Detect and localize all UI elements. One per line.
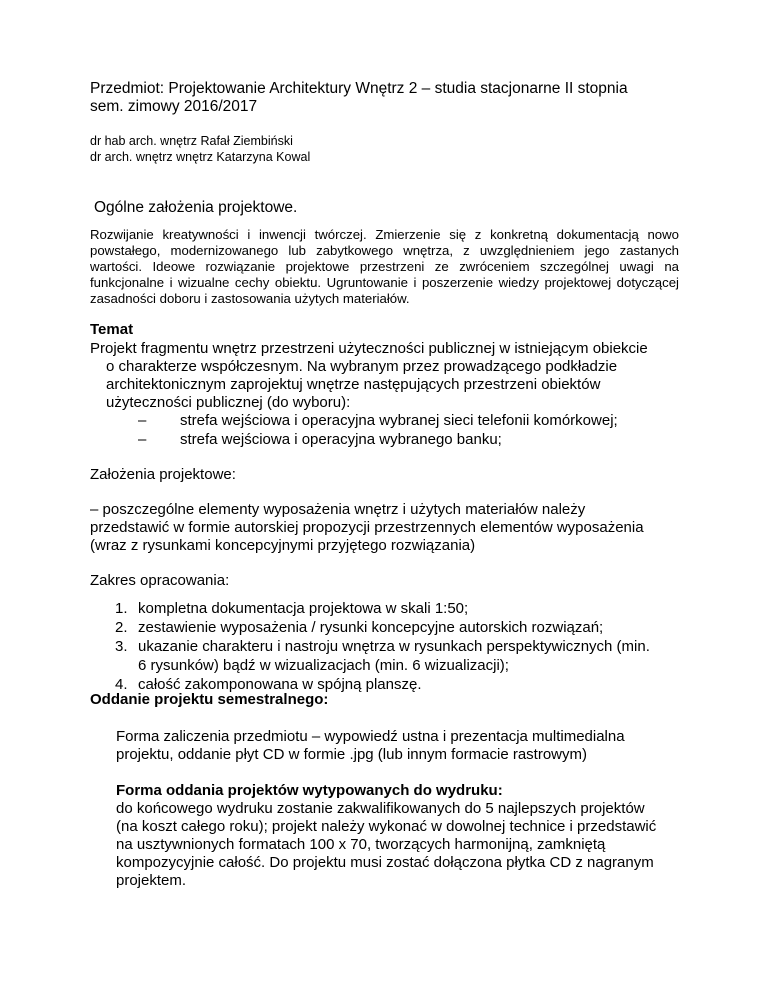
- topic-heading: Temat: [90, 321, 134, 338]
- dash-bullet: –: [138, 412, 147, 429]
- assumptions-line-1: – poszczególne elementy wyposażenia wnętrz i użytych materiałów należy: [90, 501, 586, 518]
- course-title: Przedmiot: Projektowanie Architektury Wnętrz 2 – studia stacjonarne II stopnia: [90, 80, 628, 97]
- teacher-1: dr hab arch. wnętrz Rafał Ziembiński: [90, 134, 293, 148]
- print-form-line-1: do końcowego wydruku zostanie zakwalifikowanych do 5 najlepszych projektów: [116, 800, 645, 817]
- list-item: 4. całość zakomponowana w spójną planszę.: [115, 676, 422, 693]
- semester: sem. zimowy 2016/2017: [90, 98, 258, 115]
- scope-list: [115, 599, 650, 694]
- general-heading: Ogólne założenia projektowe.: [94, 199, 298, 216]
- submission-heading: Oddanie projektu semestralnego:: [90, 691, 329, 708]
- topic-line-3: architektonicznym zaprojektuj wnętrze następujących przestrzeni obiektów: [106, 376, 601, 393]
- list-item: 3. ukazanie charakteru i nastroju wnętrza w rysunkach perspektywicznych (min. 6 rysunków) bądź w wizualizacjach (min. 6 wizualizacji);: [115, 638, 650, 674]
- print-form-line-5: projektem.: [116, 872, 187, 889]
- topic-line-1: Projekt fragmentu wnętrz przestrzeni użyteczności publicznej w istniejącym obiekcie: [90, 340, 648, 357]
- topic-line-4: użyteczności publicznej (do wyboru):: [106, 394, 351, 411]
- print-form-line-2: (na koszt całego roku); projekt należy wykonać w dowolnej technice i przedstawić: [116, 818, 657, 835]
- list-item: 2. zestawienie wyposażenia / rysunki koncepcyjne autorskich rozwiązań;: [115, 619, 604, 636]
- submission-line-2: projektu, oddanie płyt CD w formie .jpg (lub innym formacie rastrowym): [116, 746, 587, 763]
- dash-bullet: –: [138, 431, 147, 448]
- print-form-line-4: kompozycyjnie całość. Do projektu musi zostać dołączona płytka CD z nagranym: [116, 854, 654, 871]
- list-item: 1. kompletna dokumentacja projektowa w skali 1:50;: [115, 600, 469, 617]
- assumptions-heading: Założenia projektowe:: [90, 466, 236, 483]
- submission-line-1: Forma zaliczenia przedmiotu – wypowiedź ustna i prezentacja multimedialna: [116, 728, 625, 745]
- general-text: Rozwijanie kreatywności i inwencji twórczej. Zmierzenie się z konkretną dokumentacją nowo powstałego, modernizowanego lub zabytkowego wnętrza, z uwzględnieniem jego zastanych wartości. Ideowe rozwiązanie projektowe przestrzeni ze zwróceniem szczególnej uwagi na funkcjonalne i wizualne cechy obiektu. Ugruntowanie i poszerzenie wiedzy projektowej dotyczącej zasadności doboru i zastosowania użytych materiałów.: [90, 227, 679, 306]
- scope-heading: Zakres opracowania:: [90, 572, 230, 589]
- assumptions-line-3: (wraz z rysunkami koncepcyjnymi przyjętego rozwiązania): [90, 537, 476, 554]
- list-item: – strefa wejściowa i operacyjna wybranej sieci telefonii komórkowej;: [138, 412, 618, 429]
- print-form-line-3: na usztywnionych formatach 100 x 70, tworzących harmonijną, zamkniętą: [116, 836, 606, 853]
- teacher-2: dr arch. wnętrz wnętrz Katarzyna Kowal: [90, 150, 311, 164]
- list-item: – strefa wejściowa i operacyjna wybranego banku;: [138, 431, 502, 448]
- topic-line-2: o charakterze współczesnym. Na wybranym przez prowadzącego podkładzie: [106, 358, 618, 375]
- print-form-heading: Forma oddania projektów wytypowanych do wydruku:: [116, 782, 503, 799]
- assumptions-line-2: przedstawić w formie autorskiej propozycji przestrzennych elementów wyposażenia: [90, 519, 644, 536]
- topic-options-list: [138, 411, 618, 449]
